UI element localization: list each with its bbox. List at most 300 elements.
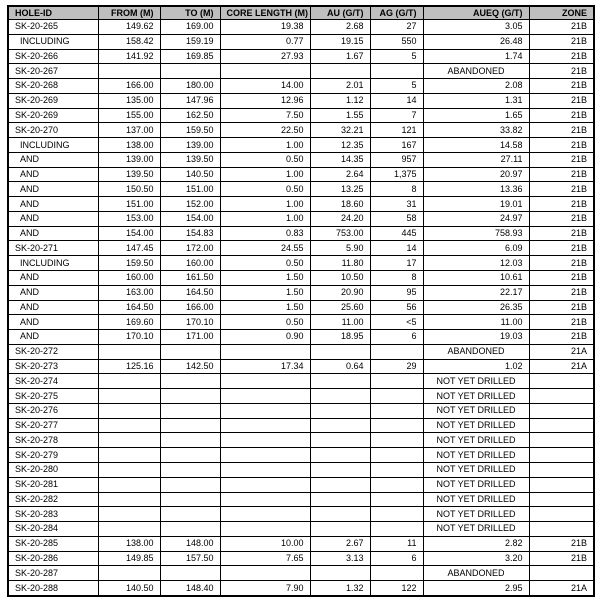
cell-aueq-gt: 19.03 [423, 330, 529, 345]
cell-from-m: 140.50 [98, 581, 160, 596]
cell-core-length-m: 0.50 [220, 152, 310, 167]
cell-from-m [98, 389, 160, 404]
cell-ag-gt [370, 448, 423, 463]
hole-id-cell: SK-20-267 [8, 64, 98, 79]
cell-ag-gt: 445 [370, 226, 423, 241]
cell-core-length-m [220, 507, 310, 522]
cell-aueq-gt: 6.09 [423, 241, 529, 256]
table-row [8, 79, 594, 94]
cell-au-gt: 0.64 [310, 359, 370, 374]
cell-au-gt [310, 374, 370, 389]
table-row [8, 108, 594, 123]
cell-from-m [98, 462, 160, 477]
cell-au-gt: 14.35 [310, 152, 370, 167]
cell-au-gt: 753.00 [310, 226, 370, 241]
table-body [8, 20, 594, 597]
column-header-au-gt: AU (G/T) [310, 6, 370, 20]
cell-to-m [160, 462, 220, 477]
cell-core-length-m [220, 522, 310, 537]
cell-au-gt: 1.12 [310, 93, 370, 108]
table-row [8, 344, 594, 359]
cell-to-m: 148.40 [160, 581, 220, 596]
cell-zone: 21B [529, 271, 594, 286]
cell-zone: 21B [529, 123, 594, 138]
cell-core-length-m: 10.00 [220, 536, 310, 551]
cell-au-gt: 18.95 [310, 330, 370, 345]
cell-aueq-gt: 27.11 [423, 152, 529, 167]
cell-zone: 21A [529, 581, 594, 596]
cell-to-m [160, 566, 220, 581]
cell-from-m: 149.85 [98, 551, 160, 566]
cell-au-gt [310, 418, 370, 433]
column-header-zone: ZONE [529, 6, 594, 20]
cell-from-m: 138.00 [98, 536, 160, 551]
cell-zone [529, 522, 594, 537]
cell-ag-gt: 5 [370, 49, 423, 64]
cell-aueq-gt: 13.36 [423, 182, 529, 197]
hole-id-cell: SK-20-276 [8, 403, 98, 418]
cell-aueq-gt: NOT YET DRILLED [423, 374, 529, 389]
cell-aueq-gt: NOT YET DRILLED [423, 433, 529, 448]
cell-au-gt: 3.13 [310, 551, 370, 566]
table-row [8, 522, 594, 537]
cell-aueq-gt: NOT YET DRILLED [423, 507, 529, 522]
cell-core-length-m [220, 566, 310, 581]
table-row [8, 536, 594, 551]
cell-au-gt [310, 462, 370, 477]
cell-aueq-gt: 758.93 [423, 226, 529, 241]
cell-ag-gt: 122 [370, 581, 423, 596]
cell-to-m: 151.00 [160, 182, 220, 197]
cell-zone: 21B [529, 551, 594, 566]
cell-core-length-m: 1.50 [220, 300, 310, 315]
cell-au-gt [310, 507, 370, 522]
cell-core-length-m [220, 418, 310, 433]
hole-id-cell: SK-20-281 [8, 477, 98, 492]
cell-ag-gt: 957 [370, 152, 423, 167]
hole-id-cell: SK-20-271 [8, 241, 98, 256]
cell-to-m: 159.50 [160, 123, 220, 138]
cell-aueq-gt: 10.61 [423, 271, 529, 286]
cell-au-gt: 20.90 [310, 285, 370, 300]
cell-ag-gt: 167 [370, 138, 423, 153]
hole-id-cell: SK-20-269 [8, 93, 98, 108]
hole-id-cell: SK-20-277 [8, 418, 98, 433]
table-row [8, 403, 594, 418]
cell-zone: 21B [529, 93, 594, 108]
table-row [8, 20, 594, 35]
cell-zone [529, 389, 594, 404]
cell-ag-gt [370, 344, 423, 359]
cell-zone: 21B [529, 211, 594, 226]
cell-aueq-gt: 20.97 [423, 167, 529, 182]
hole-id-cell: SK-20-269 [8, 108, 98, 123]
cell-ag-gt: 550 [370, 34, 423, 49]
table-row [8, 330, 594, 345]
cell-from-m [98, 492, 160, 507]
cell-core-length-m: 1.00 [220, 167, 310, 182]
cell-to-m: 161.50 [160, 271, 220, 286]
table-row [8, 256, 594, 271]
table-row [8, 566, 594, 581]
cell-au-gt: 13.25 [310, 182, 370, 197]
cell-to-m: 139.50 [160, 152, 220, 167]
cell-aueq-gt: NOT YET DRILLED [423, 522, 529, 537]
cell-core-length-m [220, 448, 310, 463]
cell-au-gt: 2.64 [310, 167, 370, 182]
cell-zone: 21B [529, 226, 594, 241]
cell-aueq-gt: 1.31 [423, 93, 529, 108]
cell-core-length-m [220, 462, 310, 477]
cell-ag-gt: 6 [370, 330, 423, 345]
cell-zone [529, 566, 594, 581]
cell-aueq-gt: 1.65 [423, 108, 529, 123]
cell-to-m: 172.00 [160, 241, 220, 256]
cell-from-m: 147.45 [98, 241, 160, 256]
table-row [8, 389, 594, 404]
table-row [8, 34, 594, 49]
cell-aueq-gt: NOT YET DRILLED [423, 477, 529, 492]
cell-from-m [98, 374, 160, 389]
cell-zone [529, 374, 594, 389]
hole-id-cell: AND [8, 226, 98, 241]
cell-zone: 21B [529, 167, 594, 182]
cell-aueq-gt: ABANDONED [423, 566, 529, 581]
cell-core-length-m: 0.77 [220, 34, 310, 49]
header-row [8, 6, 594, 20]
cell-ag-gt [370, 477, 423, 492]
cell-au-gt: 11.00 [310, 315, 370, 330]
cell-ag-gt [370, 522, 423, 537]
cell-zone: 21B [529, 20, 594, 35]
cell-core-length-m: 1.00 [220, 211, 310, 226]
cell-from-m: 155.00 [98, 108, 160, 123]
drill-results-table [7, 5, 595, 597]
cell-from-m: 141.92 [98, 49, 160, 64]
cell-ag-gt: 17 [370, 256, 423, 271]
cell-au-gt [310, 448, 370, 463]
cell-ag-gt: 8 [370, 182, 423, 197]
cell-core-length-m [220, 477, 310, 492]
cell-ag-gt [370, 403, 423, 418]
cell-aueq-gt: NOT YET DRILLED [423, 448, 529, 463]
cell-au-gt [310, 403, 370, 418]
hole-id-cell: SK-20-272 [8, 344, 98, 359]
table-row [8, 123, 594, 138]
hole-id-cell: SK-20-283 [8, 507, 98, 522]
cell-ag-gt: 14 [370, 241, 423, 256]
cell-aueq-gt: NOT YET DRILLED [423, 418, 529, 433]
cell-from-m: 125.16 [98, 359, 160, 374]
cell-aueq-gt: NOT YET DRILLED [423, 389, 529, 404]
hole-id-cell: SK-20-273 [8, 359, 98, 374]
cell-au-gt: 32.21 [310, 123, 370, 138]
cell-zone [529, 403, 594, 418]
cell-ag-gt [370, 418, 423, 433]
cell-core-length-m [220, 374, 310, 389]
cell-core-length-m: 24.55 [220, 241, 310, 256]
cell-to-m: 171.00 [160, 330, 220, 345]
hole-id-cell: SK-20-282 [8, 492, 98, 507]
cell-to-m: 180.00 [160, 79, 220, 94]
cell-zone: 21B [529, 138, 594, 153]
cell-from-m [98, 477, 160, 492]
cell-from-m [98, 566, 160, 581]
cell-au-gt: 2.67 [310, 536, 370, 551]
cell-zone: 21B [529, 256, 594, 271]
cell-au-gt: 1.67 [310, 49, 370, 64]
cell-ag-gt: 1,375 [370, 167, 423, 182]
hole-id-cell: AND [8, 167, 98, 182]
cell-from-m: 159.50 [98, 256, 160, 271]
table-row [8, 551, 594, 566]
cell-au-gt: 11.80 [310, 256, 370, 271]
hole-id-cell: SK-20-279 [8, 448, 98, 463]
hole-id-cell: SK-20-287 [8, 566, 98, 581]
table-row [8, 152, 594, 167]
hole-id-cell: AND [8, 271, 98, 286]
cell-ag-gt: 31 [370, 197, 423, 212]
cell-to-m [160, 448, 220, 463]
cell-au-gt: 10.50 [310, 271, 370, 286]
cell-zone [529, 477, 594, 492]
cell-core-length-m: 7.50 [220, 108, 310, 123]
cell-to-m: 162.50 [160, 108, 220, 123]
cell-au-gt [310, 389, 370, 404]
cell-ag-gt: 6 [370, 551, 423, 566]
table-row [8, 300, 594, 315]
cell-zone: 21B [529, 64, 594, 79]
hole-id-cell: AND [8, 152, 98, 167]
cell-au-gt: 12.35 [310, 138, 370, 153]
cell-aueq-gt: ABANDONED [423, 344, 529, 359]
column-header-to-m: TO (M) [160, 6, 220, 20]
cell-to-m: 169.85 [160, 49, 220, 64]
cell-to-m [160, 492, 220, 507]
cell-from-m: 163.00 [98, 285, 160, 300]
cell-ag-gt: 95 [370, 285, 423, 300]
hole-id-cell: AND [8, 300, 98, 315]
cell-to-m: 164.50 [160, 285, 220, 300]
cell-zone [529, 462, 594, 477]
table-row [8, 581, 594, 596]
hole-id-cell: SK-20-288 [8, 581, 98, 596]
cell-core-length-m: 0.50 [220, 182, 310, 197]
cell-from-m [98, 522, 160, 537]
cell-aueq-gt: 12.03 [423, 256, 529, 271]
table-row [8, 271, 594, 286]
cell-zone: 21A [529, 344, 594, 359]
cell-core-length-m: 27.93 [220, 49, 310, 64]
cell-ag-gt: 27 [370, 20, 423, 35]
cell-from-m: 158.42 [98, 34, 160, 49]
hole-id-cell: AND [8, 315, 98, 330]
cell-aueq-gt: 19.01 [423, 197, 529, 212]
hole-id-cell: SK-20-280 [8, 462, 98, 477]
cell-from-m: 153.00 [98, 211, 160, 226]
hole-id-cell: SK-20-270 [8, 123, 98, 138]
cell-zone [529, 433, 594, 448]
cell-aueq-gt: 24.97 [423, 211, 529, 226]
cell-core-length-m: 0.83 [220, 226, 310, 241]
cell-aueq-gt: 22.17 [423, 285, 529, 300]
cell-au-gt: 18.60 [310, 197, 370, 212]
column-header-hole-id: HOLE-ID [8, 6, 98, 20]
hole-id-cell: SK-20-274 [8, 374, 98, 389]
cell-ag-gt: <5 [370, 315, 423, 330]
cell-to-m: 147.96 [160, 93, 220, 108]
cell-core-length-m: 1.50 [220, 271, 310, 286]
cell-from-m: 151.00 [98, 197, 160, 212]
cell-from-m: 160.00 [98, 271, 160, 286]
cell-aueq-gt: 1.74 [423, 49, 529, 64]
cell-aueq-gt: 33.82 [423, 123, 529, 138]
cell-ag-gt [370, 492, 423, 507]
hole-id-cell: SK-20-278 [8, 433, 98, 448]
cell-from-m: 166.00 [98, 79, 160, 94]
hole-id-cell: INCLUDING [8, 256, 98, 271]
table-row [8, 226, 594, 241]
cell-zone: 21B [529, 79, 594, 94]
hole-id-cell: INCLUDING [8, 34, 98, 49]
cell-zone [529, 507, 594, 522]
cell-core-length-m: 22.50 [220, 123, 310, 138]
cell-from-m: 164.50 [98, 300, 160, 315]
hole-id-cell: SK-20-265 [8, 20, 98, 35]
hole-id-cell: AND [8, 182, 98, 197]
cell-aueq-gt: 1.02 [423, 359, 529, 374]
cell-core-length-m [220, 389, 310, 404]
table-row [8, 448, 594, 463]
cell-to-m: 154.00 [160, 211, 220, 226]
cell-au-gt: 5.90 [310, 241, 370, 256]
cell-zone: 21B [529, 536, 594, 551]
cell-to-m [160, 344, 220, 359]
cell-zone: 21A [529, 359, 594, 374]
cell-ag-gt: 29 [370, 359, 423, 374]
cell-zone: 21B [529, 241, 594, 256]
cell-ag-gt: 121 [370, 123, 423, 138]
cell-au-gt: 25.60 [310, 300, 370, 315]
table-row [8, 138, 594, 153]
cell-ag-gt [370, 462, 423, 477]
hole-id-cell: SK-20-284 [8, 522, 98, 537]
cell-zone: 21B [529, 49, 594, 64]
cell-au-gt: 19.15 [310, 34, 370, 49]
drill-results-table-container [7, 5, 595, 597]
cell-from-m: 138.00 [98, 138, 160, 153]
cell-from-m: 169.60 [98, 315, 160, 330]
cell-core-length-m: 0.90 [220, 330, 310, 345]
cell-zone: 21B [529, 182, 594, 197]
cell-au-gt [310, 344, 370, 359]
cell-to-m: 166.00 [160, 300, 220, 315]
cell-ag-gt: 5 [370, 79, 423, 94]
table-row [8, 182, 594, 197]
cell-ag-gt: 7 [370, 108, 423, 123]
cell-aueq-gt: 26.48 [423, 34, 529, 49]
table-row [8, 477, 594, 492]
cell-to-m: 169.00 [160, 20, 220, 35]
cell-core-length-m: 14.00 [220, 79, 310, 94]
cell-to-m: 140.50 [160, 167, 220, 182]
cell-ag-gt [370, 566, 423, 581]
cell-to-m: 142.50 [160, 359, 220, 374]
cell-zone [529, 448, 594, 463]
cell-au-gt [310, 433, 370, 448]
cell-au-gt [310, 522, 370, 537]
cell-aueq-gt: 2.95 [423, 581, 529, 596]
cell-zone: 21B [529, 152, 594, 167]
cell-to-m: 139.00 [160, 138, 220, 153]
table-row [8, 492, 594, 507]
cell-core-length-m [220, 344, 310, 359]
hole-id-cell: AND [8, 330, 98, 345]
cell-core-length-m: 1.50 [220, 285, 310, 300]
table-row [8, 93, 594, 108]
hole-id-cell: SK-20-268 [8, 79, 98, 94]
cell-ag-gt: 56 [370, 300, 423, 315]
cell-zone: 21B [529, 300, 594, 315]
cell-from-m: 135.00 [98, 93, 160, 108]
cell-from-m [98, 403, 160, 418]
cell-to-m [160, 403, 220, 418]
cell-from-m [98, 64, 160, 79]
cell-core-length-m [220, 492, 310, 507]
cell-ag-gt [370, 507, 423, 522]
hole-id-cell: AND [8, 285, 98, 300]
cell-ag-gt [370, 433, 423, 448]
cell-from-m: 139.00 [98, 152, 160, 167]
cell-to-m [160, 433, 220, 448]
cell-au-gt: 1.55 [310, 108, 370, 123]
hole-id-cell: SK-20-286 [8, 551, 98, 566]
cell-core-length-m [220, 64, 310, 79]
column-header-core-length-m: CORE LENGTH (M) [220, 6, 310, 20]
cell-ag-gt [370, 389, 423, 404]
cell-from-m [98, 418, 160, 433]
cell-au-gt: 1.32 [310, 581, 370, 596]
cell-aueq-gt: 2.82 [423, 536, 529, 551]
cell-core-length-m [220, 403, 310, 418]
cell-core-length-m: 7.90 [220, 581, 310, 596]
cell-from-m: 139.50 [98, 167, 160, 182]
cell-aueq-gt: 3.20 [423, 551, 529, 566]
cell-to-m [160, 64, 220, 79]
cell-core-length-m: 7.65 [220, 551, 310, 566]
cell-from-m [98, 448, 160, 463]
cell-from-m: 149.62 [98, 20, 160, 35]
table-row [8, 507, 594, 522]
cell-from-m: 154.00 [98, 226, 160, 241]
hole-id-cell: AND [8, 211, 98, 226]
cell-aueq-gt: NOT YET DRILLED [423, 403, 529, 418]
cell-to-m: 159.19 [160, 34, 220, 49]
table-row [8, 64, 594, 79]
cell-ag-gt [370, 64, 423, 79]
cell-zone: 21B [529, 285, 594, 300]
cell-core-length-m [220, 433, 310, 448]
cell-aueq-gt: 2.08 [423, 79, 529, 94]
table-row [8, 315, 594, 330]
cell-au-gt: 2.68 [310, 20, 370, 35]
cell-au-gt [310, 492, 370, 507]
hole-id-cell: INCLUDING [8, 138, 98, 153]
cell-aueq-gt: 11.00 [423, 315, 529, 330]
cell-au-gt [310, 566, 370, 581]
cell-to-m: 170.10 [160, 315, 220, 330]
cell-to-m [160, 522, 220, 537]
